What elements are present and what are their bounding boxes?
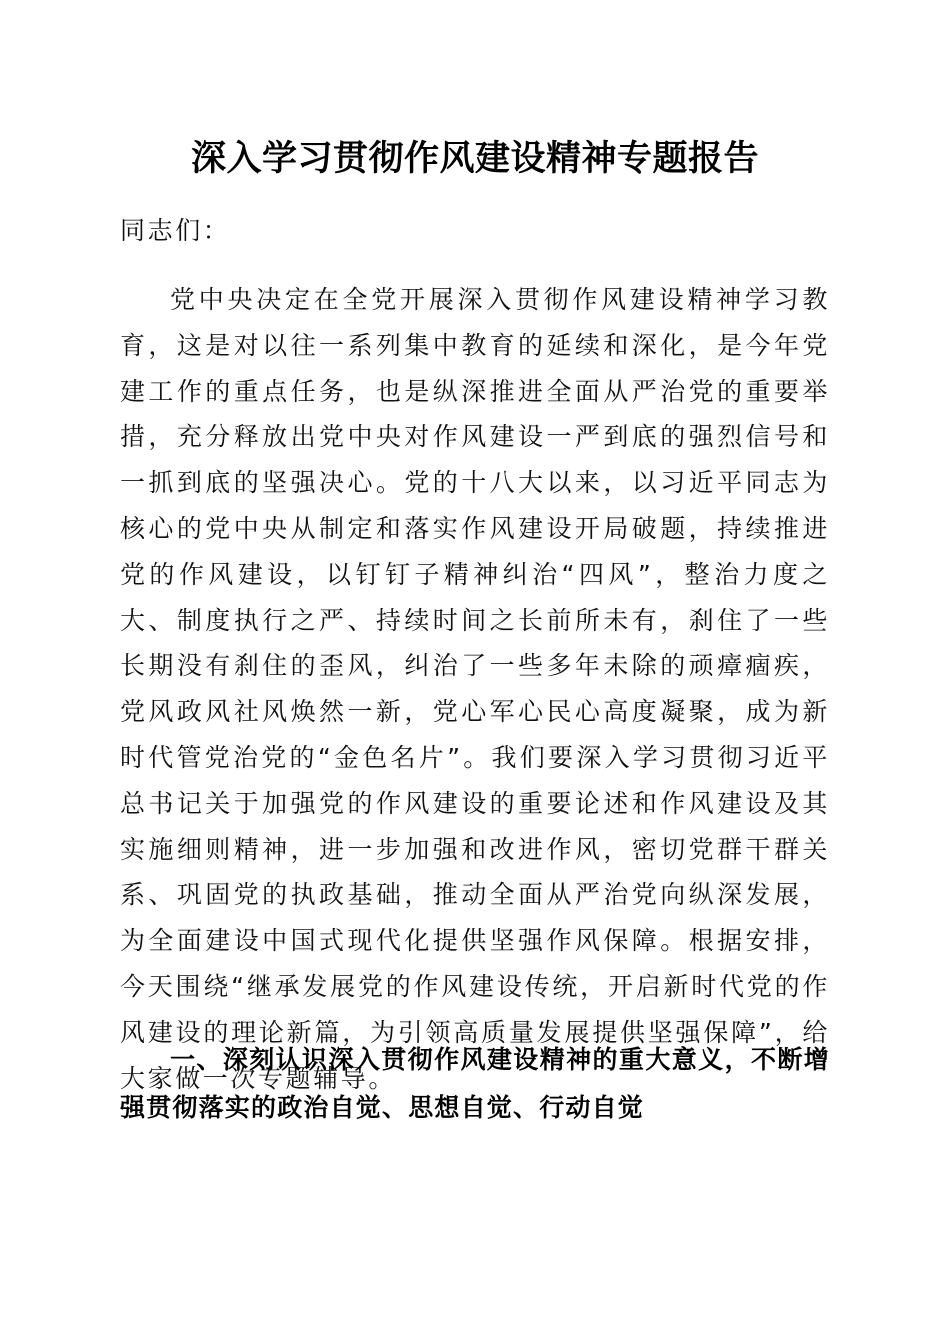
section-heading: 一、深刻认识深入贯彻作风建设精神的重大意义，不断增强贯彻落实的政治自觉、思想自觉、行动自觉 [120, 1045, 830, 1122]
salutation: 同志们： [120, 216, 231, 245]
document-title: 深入学习贯彻作风建设精神专题报告 [190, 138, 759, 179]
body-paragraph: 党中央决定在全党开展深入贯彻作风建设精神学习教育，这是对以往一系列集中教育的延续和深化，是今年党建工作的重点任务，也是纵深推进全面从严治党的重要举措，充分释放出党中央对作风建设一严到底的强烈信号和一抓到底的坚强决心。党的十八大以来，以习近平同志为核心的党中央从制定和落实作风建设开局破题，持续推进党的作风建设，以钉钉子精神纠治“四风”，整治力度之大、制度执行之严、持续时间之长前所未有，刹住了一些长期没有刹住的歪风，纠治了一些多年未除的顽瘴痼疾，党风政风社风焕然一新，党心军心民心高度凝聚，成为新时代管党治党的“金色名片”。我们要深入学习贯彻习近平总书记关于加强党的作风建设的重要论述和作风建设及其实施细则精神，进一步加强和改进作风，密切党群干群关系、巩固党的执政基础，推动全面从严治党向纵深发展，为全面建设中国式现代化提供坚强作风保障。根据安排，今天围绕“继承发展党的作风建设传统，开启新时代党的作风建设的理论新篇，为引领高质量发展提供坚强保障”，给大家做一次专题辅导。 [120, 285, 830, 1093]
